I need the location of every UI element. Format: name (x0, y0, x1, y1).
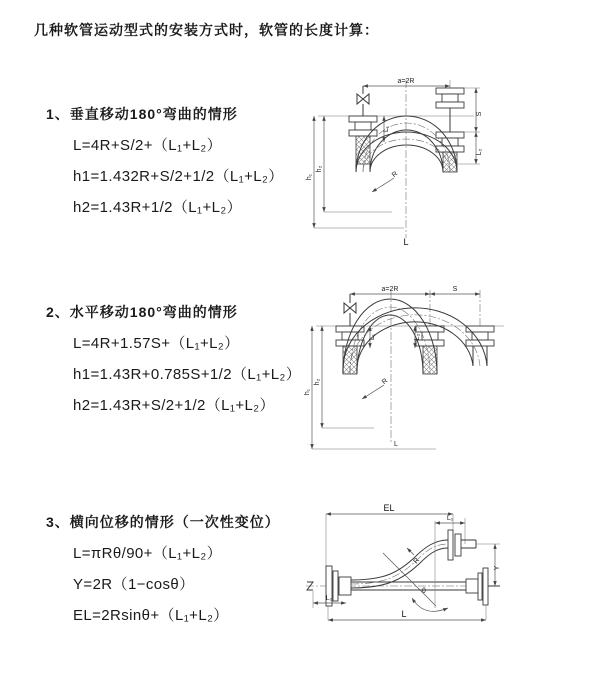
dim-label-l2: L₂ (414, 333, 421, 341)
formula-line: L=4R+1.57S+（L₁+L₂） (73, 335, 240, 352)
section-lateral-displacement (46, 512, 280, 625)
formula-line: h2=1.43R+1/2（L₁+L₂） (73, 199, 243, 216)
dim-label-a2r: a=2R (397, 78, 415, 85)
section-heading: 2、水平移动180°弯曲的情形 (46, 304, 238, 320)
dim-label-l2: L₂ (325, 595, 333, 602)
formula-line: h1=1.43R+0.785S+1/2（L₁+L₂） (73, 366, 302, 383)
formula-line: L=4R+S/2+（L₁+L₂） (73, 137, 223, 154)
dim-label-h1: h₁ (304, 388, 311, 396)
dimension-l1 (369, 326, 376, 348)
section-horizontal-180 (46, 302, 301, 415)
dim-label-y: Y (494, 565, 501, 571)
dimension-a2r (363, 78, 450, 88)
formula-line: EL=2Rsinθ+（L₁+L₂） (73, 607, 229, 624)
dim-label-h1: h₁ (306, 173, 313, 181)
diagram-horizontal-180 (304, 282, 598, 462)
angle-construction (383, 521, 448, 611)
radius-label: R (412, 556, 422, 566)
radius-label: R (380, 377, 390, 387)
dim-label-l1: L₁ (369, 333, 376, 341)
dim-label-s: S (452, 286, 458, 293)
radius-leader (372, 171, 399, 192)
length-label: L (394, 441, 398, 448)
angle-label: θ (422, 588, 426, 595)
dim-label-a2r: a=2R (381, 286, 399, 293)
length-label: L (403, 237, 409, 247)
formula-line: L=πRθ/90+（L₁+L₂） (73, 545, 222, 562)
valve-icon (344, 294, 356, 326)
valve-icon (357, 86, 369, 116)
diagram-vertical-180 (304, 72, 584, 257)
page-title: 几种软管运动型式的安装方式时，软管的长度计算： (34, 22, 379, 38)
hose-curved (351, 540, 448, 588)
dim-label-l1: L₁ (446, 515, 454, 522)
dim-label-h2: h₂ (314, 378, 321, 386)
upper-right-flange-fitting (448, 530, 476, 560)
dimension-a2r (350, 286, 430, 294)
dimension-s (430, 286, 480, 294)
dimension-l (328, 605, 486, 620)
dim-label-l2: L₂ (476, 148, 483, 156)
section-heading: 3、横向位移的情形（一次性变位） (46, 514, 280, 530)
radius-label: R (390, 170, 400, 180)
radius-leader (362, 378, 389, 399)
dim-label-s: S (476, 111, 483, 117)
formula-line: h2=1.43R+S/2+1/2（L₁+L₂） (73, 397, 275, 414)
right-flange-fitting (466, 326, 494, 366)
formula-line: h1=1.432R+S/2+1/2（L₁+L₂） (73, 168, 284, 185)
dim-label-l1: L₁ (383, 125, 390, 133)
dimension-el (326, 503, 453, 568)
formula-line: Y=2R（1−cosθ） (73, 576, 195, 593)
section-heading: 1、垂直移动180°弯曲的情形 (46, 106, 238, 122)
dim-label-el: EL (383, 503, 395, 513)
length-label: L (401, 609, 407, 619)
section-vertical-180 (46, 104, 284, 217)
diagram-lateral-displacement (296, 496, 598, 651)
dimension-s (464, 88, 483, 132)
dim-label-h2: h₂ (316, 165, 323, 173)
